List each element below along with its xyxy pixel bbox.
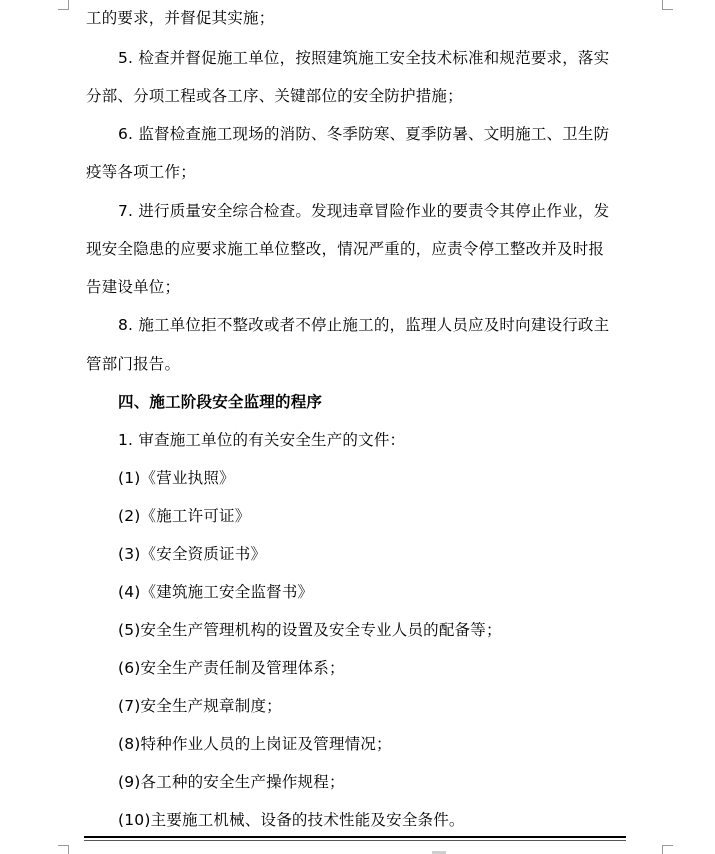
paragraph-line: 工的要求，并督促其实施； xyxy=(86,9,275,27)
list-item-1: 1. 审查施工单位的有关安全生产的文件： xyxy=(118,431,406,449)
crop-mark-top-left-v xyxy=(68,0,69,9)
crop-mark-top-right-v xyxy=(662,0,663,9)
sub-item-9: (9)各工种的安全生产操作规程； xyxy=(118,773,345,791)
sub-item-7: (7)安全生产规章制度； xyxy=(118,697,282,715)
crop-mark-bottom-right-v xyxy=(662,845,663,854)
paragraph-line: 现安全隐患的应要求施工单位整改，情况严重的，应责令停工整改并及时报 xyxy=(86,240,605,258)
list-item-5: 5. 检查并督促施工单位，按照建筑施工安全技术标准和规范要求，落实 xyxy=(118,49,610,67)
sub-item-6: (6)安全生产责任制及管理体系； xyxy=(118,659,345,677)
sub-item-1: (1)《营业执照》 xyxy=(118,469,235,487)
paragraph-line: 告建设单位； xyxy=(86,278,181,296)
sub-item-4: (4)《建筑施工安全监督书》 xyxy=(118,583,314,601)
crop-mark-top-right-h xyxy=(662,9,673,10)
crop-mark-bottom-right-h xyxy=(662,845,673,846)
sub-item-3: (3)《安全资质证书》 xyxy=(118,545,267,563)
sub-item-8: (8)特种作业人员的上岗证及管理情况； xyxy=(118,735,392,753)
list-item-7: 7. 进行质量安全综合检查。发现违章冒险作业的要责令其停止作业，发 xyxy=(118,202,610,220)
sub-item-10: (10)主要施工机械、设备的技术性能及安全条件。 xyxy=(118,811,465,829)
list-item-8: 8. 施工单位拒不整改或者不停止施工的，监理人员应及时向建设行政主 xyxy=(118,316,610,334)
footer-rule-top xyxy=(84,836,626,838)
sub-item-5: (5)安全生产管理机构的设置及安全专业人员的配备等； xyxy=(118,621,502,639)
paragraph-line: 管部门报告。 xyxy=(86,355,181,373)
sub-item-2: (2)《施工许可证》 xyxy=(118,507,251,525)
paragraph-line: 疫等各项工作； xyxy=(86,163,196,181)
crop-mark-top-left-h xyxy=(58,9,69,10)
list-item-6: 6. 监督检查施工现场的消防、冬季防寒、夏季防暑、文明施工、卫生防 xyxy=(118,125,610,143)
crop-mark-bottom-left-h xyxy=(58,845,69,846)
crop-mark-bottom-left-v xyxy=(68,845,69,854)
footer-rule-bottom xyxy=(84,840,626,841)
paragraph-line: 分部、分项工程或各工序、关键部位的安全防护措施； xyxy=(86,87,463,105)
section-heading: 四、施工阶段安全监理的程序 xyxy=(118,393,323,411)
